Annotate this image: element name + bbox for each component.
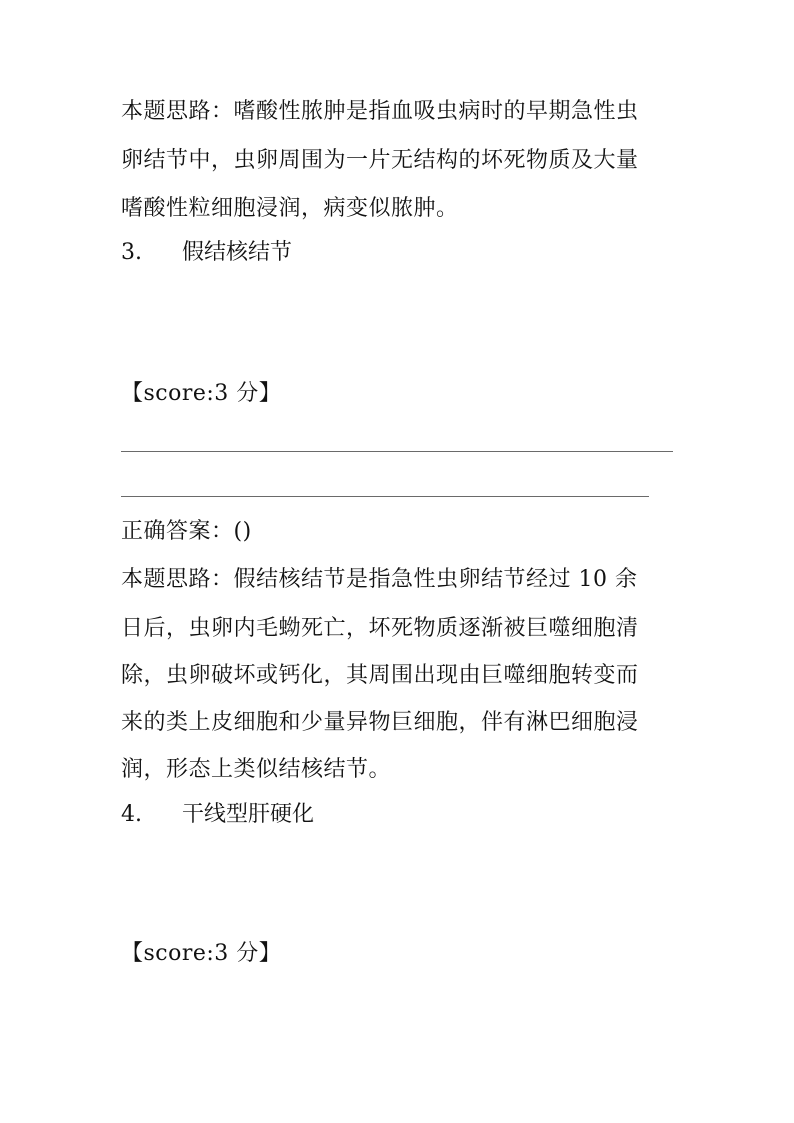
- q3-analysis-line-3: 除，虫卵破坏或钙化，其周围出现由巨噬细胞转变而: [121, 663, 639, 688]
- q4-number: 4.: [121, 802, 142, 827]
- q3-number: 3.: [121, 240, 142, 265]
- q3-analysis-line-4: 来的类上皮细胞和少量异物巨细胞，伴有淋巴细胞浸: [121, 710, 639, 735]
- q4-title: 干线型肝硬化: [182, 802, 315, 827]
- q3-analysis-line-1: 本题思路：假结核结节是指急性虫卵结节经过 10 余: [121, 567, 638, 592]
- q3-analysis-line-5: 润，形态上类似结核结节。: [121, 757, 392, 782]
- q3-title: 假结核结节: [182, 240, 293, 265]
- q2-analysis-line-3: 嗜酸性粒细胞浸润，病变似脓肿。: [121, 196, 459, 221]
- q3-score: 【score:3 分】: [121, 381, 282, 406]
- q3-analysis-line-2: 日后，虫卵内毛蚴死亡，坏死物质逐渐被巨噬细胞清: [121, 616, 639, 641]
- q2-analysis-line-2: 卵结节中，虫卵周围为一片无结构的坏死物质及大量: [121, 148, 639, 173]
- q2-analysis-line-1: 本题思路：嗜酸性脓肿是指血吸虫病时的早期急性虫: [121, 99, 639, 124]
- answer-line-2[interactable]: [121, 496, 649, 497]
- answer-line-1[interactable]: [121, 451, 673, 452]
- q4-score: 【score:3 分】: [121, 941, 282, 966]
- q3-correct-answer: 正确答案：(): [121, 519, 252, 544]
